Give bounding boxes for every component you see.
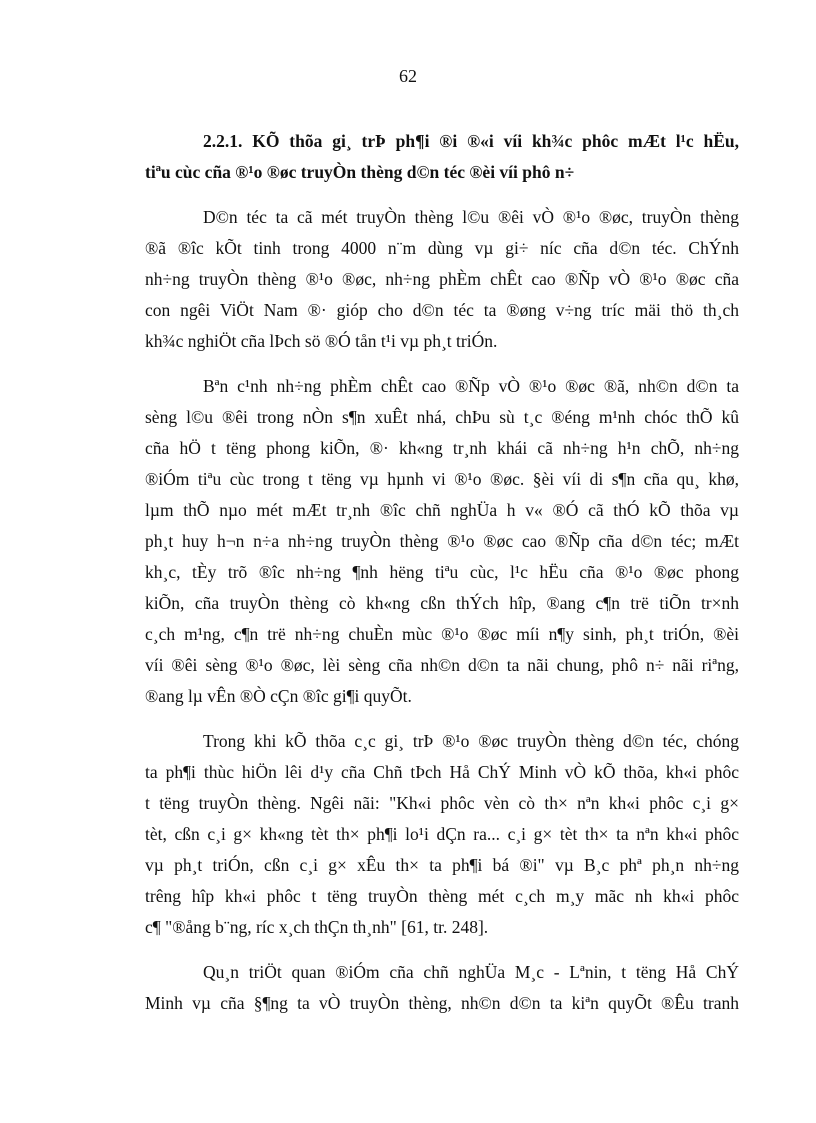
- paragraph-line: víi ®êi sèng ®¹o ®øc, lèi sèng cña nh©n d©n ta nãi chung, phô n÷ nãi riªng,: [145, 655, 739, 675]
- paragraph-line: Qu¸n triÖt quan ®iÓm cña chñ nghÜa M¸c - Lªnin, t tëng Hå ChÝ: [203, 962, 739, 982]
- paragraph-line: con ngêi ViÖt Nam ®· gióp cho d©n téc ta ®øng v÷ng tríc mäi thö th¸ch: [145, 300, 739, 320]
- heading-line: tiªu cùc cña ®¹o ®øc truyÒn thèng d©n téc ®èi víi phô n÷: [145, 162, 575, 182]
- paragraph-line: ®ã ®îc kÕt tinh trong 4000 n¨m dùng vµ gi÷ níc cña d©n téc. ChÝnh: [145, 238, 739, 258]
- heading-line: 2.2.1. KÕ thõa gi¸ trÞ ph¶i ®i ®«i víi kh¾c phôc mÆt l¹c hËu,: [203, 131, 739, 151]
- paragraph-line: kh¸c, tÈy trõ ®îc nh÷ng ¶nh hëng tiªu cùc, l¹c hËu cña ®¹o ®øc phong: [145, 562, 739, 582]
- paragraph-line: kiÕn, cña truyÒn thèng cò kh«ng cßn thÝch hîp, ®ang c¶n trë tiÕn tr×nh: [145, 593, 739, 613]
- paragraph: [145, 726, 739, 943]
- paragraph-line: D©n téc ta cã mét truyÒn thèng l©u ®êi vÒ ®¹o ®øc, truyÒn thèng: [203, 207, 739, 227]
- paragraph-line: nh÷ng truyÒn thèng ®¹o ®øc, nh÷ng phÈm chÊt cao ®Ñp vÒ ®¹o ®øc cña: [145, 269, 739, 289]
- page-number: 62: [399, 66, 417, 86]
- paragraph-line: ®iÓm tiªu cùc trong t tëng vµ hµnh vi ®¹o ®øc. §èi víi di s¶n cña qu¸ khø,: [145, 469, 739, 489]
- paragraph-line: ta ph¶i thùc hiÖn lêi d¹y cña Chñ tÞch Hå ChÝ Minh vÒ kÕ thõa, kh«i phôc: [145, 762, 739, 782]
- paragraph-line: vµ ph¸t triÓn, cßn c¸i g× xÊu th× ta ph¶i bá ®i" vµ B¸c phª ph¸n nh÷ng: [145, 855, 739, 875]
- paragraph-line: sèng l©u ®êi trong nÒn s¶n xuÊt nhá, chÞu sù t¸c ®éng m¹nh chóc thÕ kû: [145, 407, 739, 427]
- paragraph-line: c¸ch m¹ng, c¶n trë nh÷ng chuÈn mùc ®¹o ®øc míi n¶y sinh, ph¸t triÓn, ®èi: [145, 624, 739, 644]
- paragraph-line: lµm thÕ nµo mét mÆt tr¸nh ®îc chñ nghÜa h v« ®Ó cã thÓ kÕ thõa vµ: [145, 500, 739, 520]
- paragraph-line: Minh vµ cña §¶ng ta vÒ truyÒn thèng, nh©n d©n ta kiªn quyÕt ®Êu tranh: [145, 993, 739, 1013]
- paragraph-line: c¶ "®ång b¨ng, ríc x¸ch thÇn th¸nh" [61, tr. 248].: [145, 917, 489, 937]
- paragraph-line: ph¸t huy h¬n n÷a nh÷ng truyÒn thèng ®¹o ®øc cao ®Ñp cña d©n téc; mÆt: [145, 531, 739, 551]
- paragraph: [145, 202, 739, 357]
- paragraph-line: Trong khi kÕ thõa c¸c gi¸ trÞ ®¹o ®øc truyÒn thèng d©n téc, chóng: [203, 731, 739, 751]
- paragraph: [145, 957, 739, 1019]
- paragraph-line: trêng hîp kh«i phôc t tëng truyÒn thèng mét c¸ch m¸y mãc nh kh«i phôc: [145, 886, 739, 906]
- paragraph-line: cña hÖ t tëng phong kiÕn, ®· kh«ng tr¸nh khái cã nh÷ng h¹n chÕ, nh÷ng: [145, 438, 739, 458]
- page-content: [145, 126, 739, 1019]
- section-heading: [145, 126, 739, 188]
- paragraph-line: t tëng truyÒn thèng. Ngêi nãi: "Kh«i phôc vèn cò th× nªn kh«i phôc c¸i g×: [145, 793, 739, 813]
- paragraph-line: Bªn c¹nh nh÷ng phÈm chÊt cao ®Ñp vÒ ®¹o ®øc ®ã, nh©n d©n ta: [203, 376, 739, 396]
- paragraph: [145, 371, 739, 712]
- paragraph-line: kh¾c nghiÖt cña lÞch sö ®Ó tån t¹i vµ ph¸t triÓn.: [145, 331, 498, 351]
- paragraph-line: ®ang lµ vÊn ®Ò cÇn ®îc gi¶i quyÕt.: [145, 686, 412, 706]
- paragraph-line: tèt, cßn c¸i g× kh«ng tèt th× ph¶i lo¹i dÇn ra... c¸i g× tèt th× ta nªn kh«i phôc: [145, 824, 739, 844]
